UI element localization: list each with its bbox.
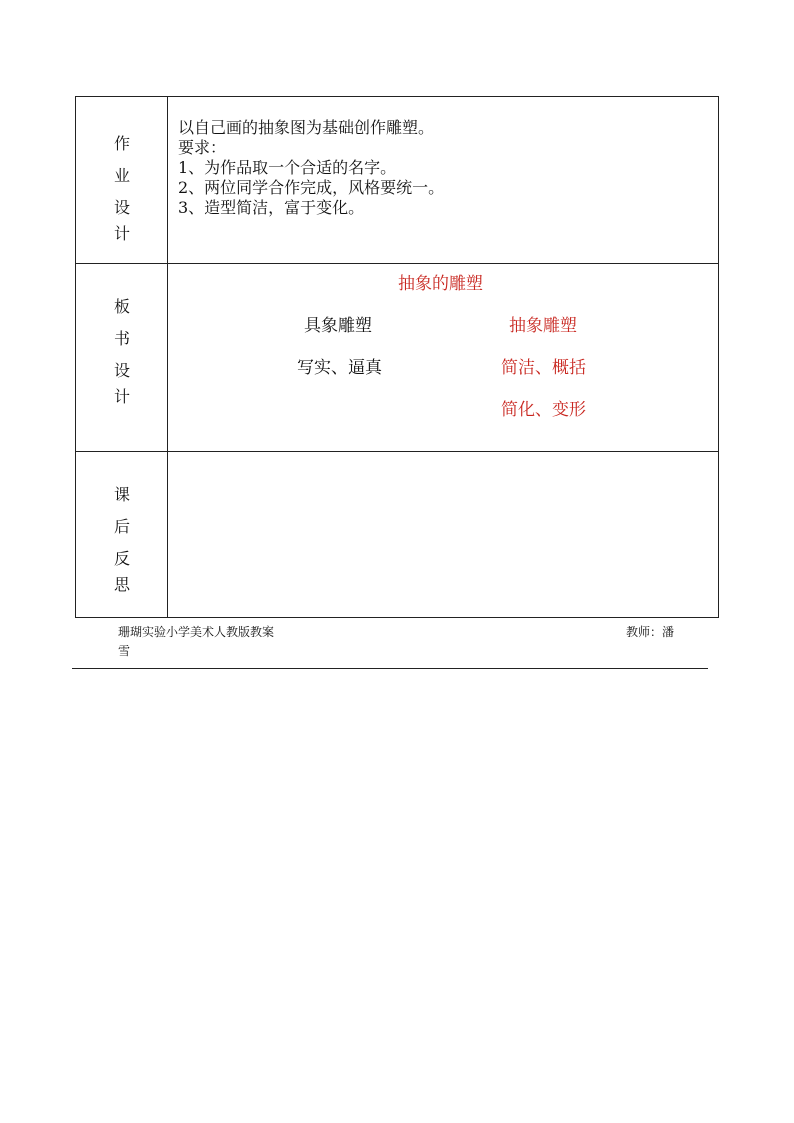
homework-label-char: 作 bbox=[113, 134, 130, 153]
homework-label-char: 业 bbox=[113, 166, 130, 185]
reflection-label-cell bbox=[76, 452, 168, 617]
reflection-label-char: 课 bbox=[113, 485, 130, 504]
reflection-label-char: 思 bbox=[113, 575, 130, 594]
homework-label-cell bbox=[76, 97, 168, 263]
board-label-char: 计 bbox=[113, 387, 130, 406]
homework-design-row bbox=[76, 97, 718, 264]
footer-divider bbox=[72, 668, 708, 669]
homework-content-cell bbox=[168, 97, 718, 263]
reflection-row bbox=[76, 452, 718, 617]
lesson-plan-table bbox=[75, 96, 719, 618]
reflection-content-cell[interactable] bbox=[168, 452, 718, 617]
board-abstract-methods: 简化、变形 bbox=[501, 400, 586, 420]
board-concrete-traits: 写实、逼真 bbox=[297, 358, 382, 378]
board-abstract-traits: 简洁、概括 bbox=[501, 358, 586, 378]
footer-teacher: 教师：潘 bbox=[626, 625, 675, 639]
board-label-char: 板 bbox=[113, 297, 130, 316]
reflection-label-char: 反 bbox=[113, 549, 130, 568]
board-title: 抽象的雕塑 bbox=[398, 274, 483, 294]
homework-requirement-item: 3、造型简洁，富于变化。 bbox=[178, 198, 365, 217]
board-label-char: 书 bbox=[113, 329, 130, 348]
board-design-row bbox=[76, 264, 718, 452]
board-label-cell bbox=[76, 264, 168, 451]
board-label-char: 设 bbox=[113, 361, 130, 380]
footer-school-name: 珊瑚实验小学美术人教版教案 bbox=[118, 625, 275, 639]
board-content-cell bbox=[168, 264, 718, 451]
board-abstract-heading: 抽象雕塑 bbox=[509, 316, 577, 336]
homework-label-char: 设 bbox=[113, 198, 130, 217]
reflection-label-char: 后 bbox=[113, 517, 130, 536]
board-concrete-heading: 具象雕塑 bbox=[304, 316, 372, 336]
homework-requirement-item: 1、为作品取一个合适的名字。 bbox=[178, 158, 397, 177]
homework-task-line: 以自己画的抽象图为基础创作雕塑。 bbox=[178, 118, 435, 137]
homework-label-char: 计 bbox=[113, 224, 130, 243]
homework-requirements-heading: 要求： bbox=[178, 138, 227, 157]
footer-school-name-wrap: 雪 bbox=[118, 644, 131, 658]
homework-requirement-item: 2、两位同学合作完成，风格要统一。 bbox=[178, 178, 445, 197]
